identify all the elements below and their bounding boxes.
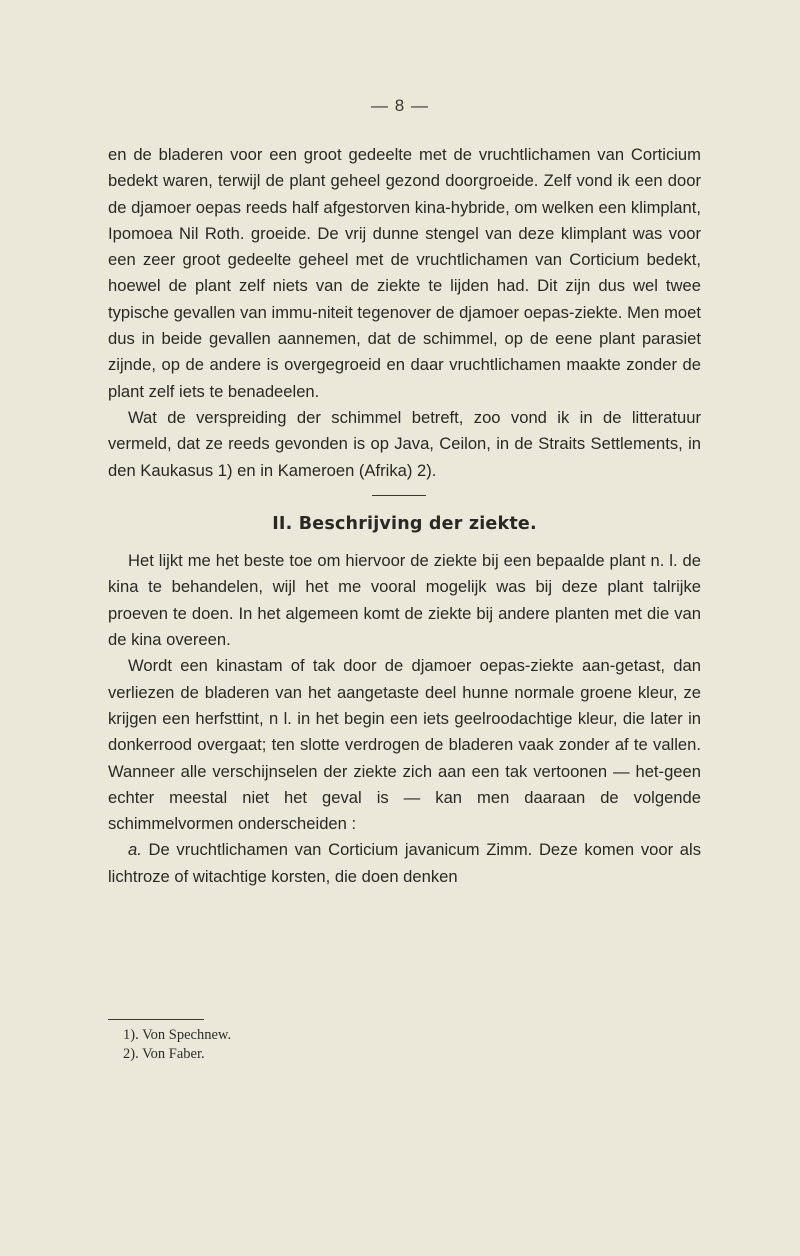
paragraph-distribution: Wat de verspreiding der schimmel betreft, zoo vond ik in de litteratuur vermeld, dat ze reeds gevonden is op Java, Ceilon, in de Straits Settlements, in den Kaukasus 1) en in Kameroen (Afrika) 2). — [108, 407, 701, 480]
paragraph-approach: Het lijkt me het beste toe om hiervoor de ziekte bij een bepaalde plant n. l. de kina te behandelen, wijl het me vooral mogelijk was bij deze plant talrijke proeven te doen. In het algemeen komt de ziekte bij andere planten met die van de kina overeen. — [108, 551, 701, 650]
footnotes — [123, 1026, 231, 1064]
paragraph-immunity: en de bladeren voor een groot gedeelte met de vruchtlichamen van Corticium bedekt waren, terwijl de plant geheel gezond doorgroeide. Zelf vond ik een door de djamoer oepas reeds half afgestorven kina-hybride, om welken een klimplant, Ipomoea Nil Roth. groeide. De vrij dunne stengel van deze klimplant was voor een zeer groot gedeelte geheel met de vruchtlichamen van Corticium bedekt, hoewel de plant zelf niets van de ziekte te lijden had. Dit zijn dus wel twee typische gevallen van immu-niteit tegenover de djamoer oepas-ziekte. Men moet dus in beide gevallen aannemen, dat de schimmel, op de eene plant parasiet zijnde, op de andere is overgegroeid en daar vruchtlichamen maakte zonder de plant zelf iets te benadeelen. — [108, 145, 701, 401]
footnote-1: 1). Von Spechnew. — [123, 1027, 232, 1043]
footnote-2: 2). Von Faber. — [123, 1046, 205, 1062]
section-divider — [372, 495, 426, 496]
footnote-divider — [108, 1019, 204, 1020]
paragraph-item-a — [108, 837, 701, 890]
page-number: — 8 — — [371, 96, 429, 115]
body-text — [108, 142, 701, 890]
item-a-text: De vruchtlichamen van Corticium javanicum Zimm. Deze komen voor als lichtroze of witachtige korsten, die doen denken — [108, 840, 701, 886]
section-heading: II. Beschrijving der ziekte. — [272, 513, 537, 534]
paragraph-symptoms: Wordt een kinastam of tak door de djamoer oepas-ziekte aan-getast, dan verliezen de bladeren van het aangetaste deel hunne normale groene kleur, ze krijgen een herfsttint, n l. in het begin een iets geelroodachtige kleur, die later in donkerrood overgaat; ten slotte verdrogen de bladeren vaak zonder af te vallen. Wanneer alle verschijnselen der ziekte zich aan een tak vertoonen — het-geen echter meestal niet het geval is — kan men daaraan de volgende schimmelvormen onderscheiden : — [108, 656, 701, 834]
item-a-label: a. — [128, 840, 142, 860]
